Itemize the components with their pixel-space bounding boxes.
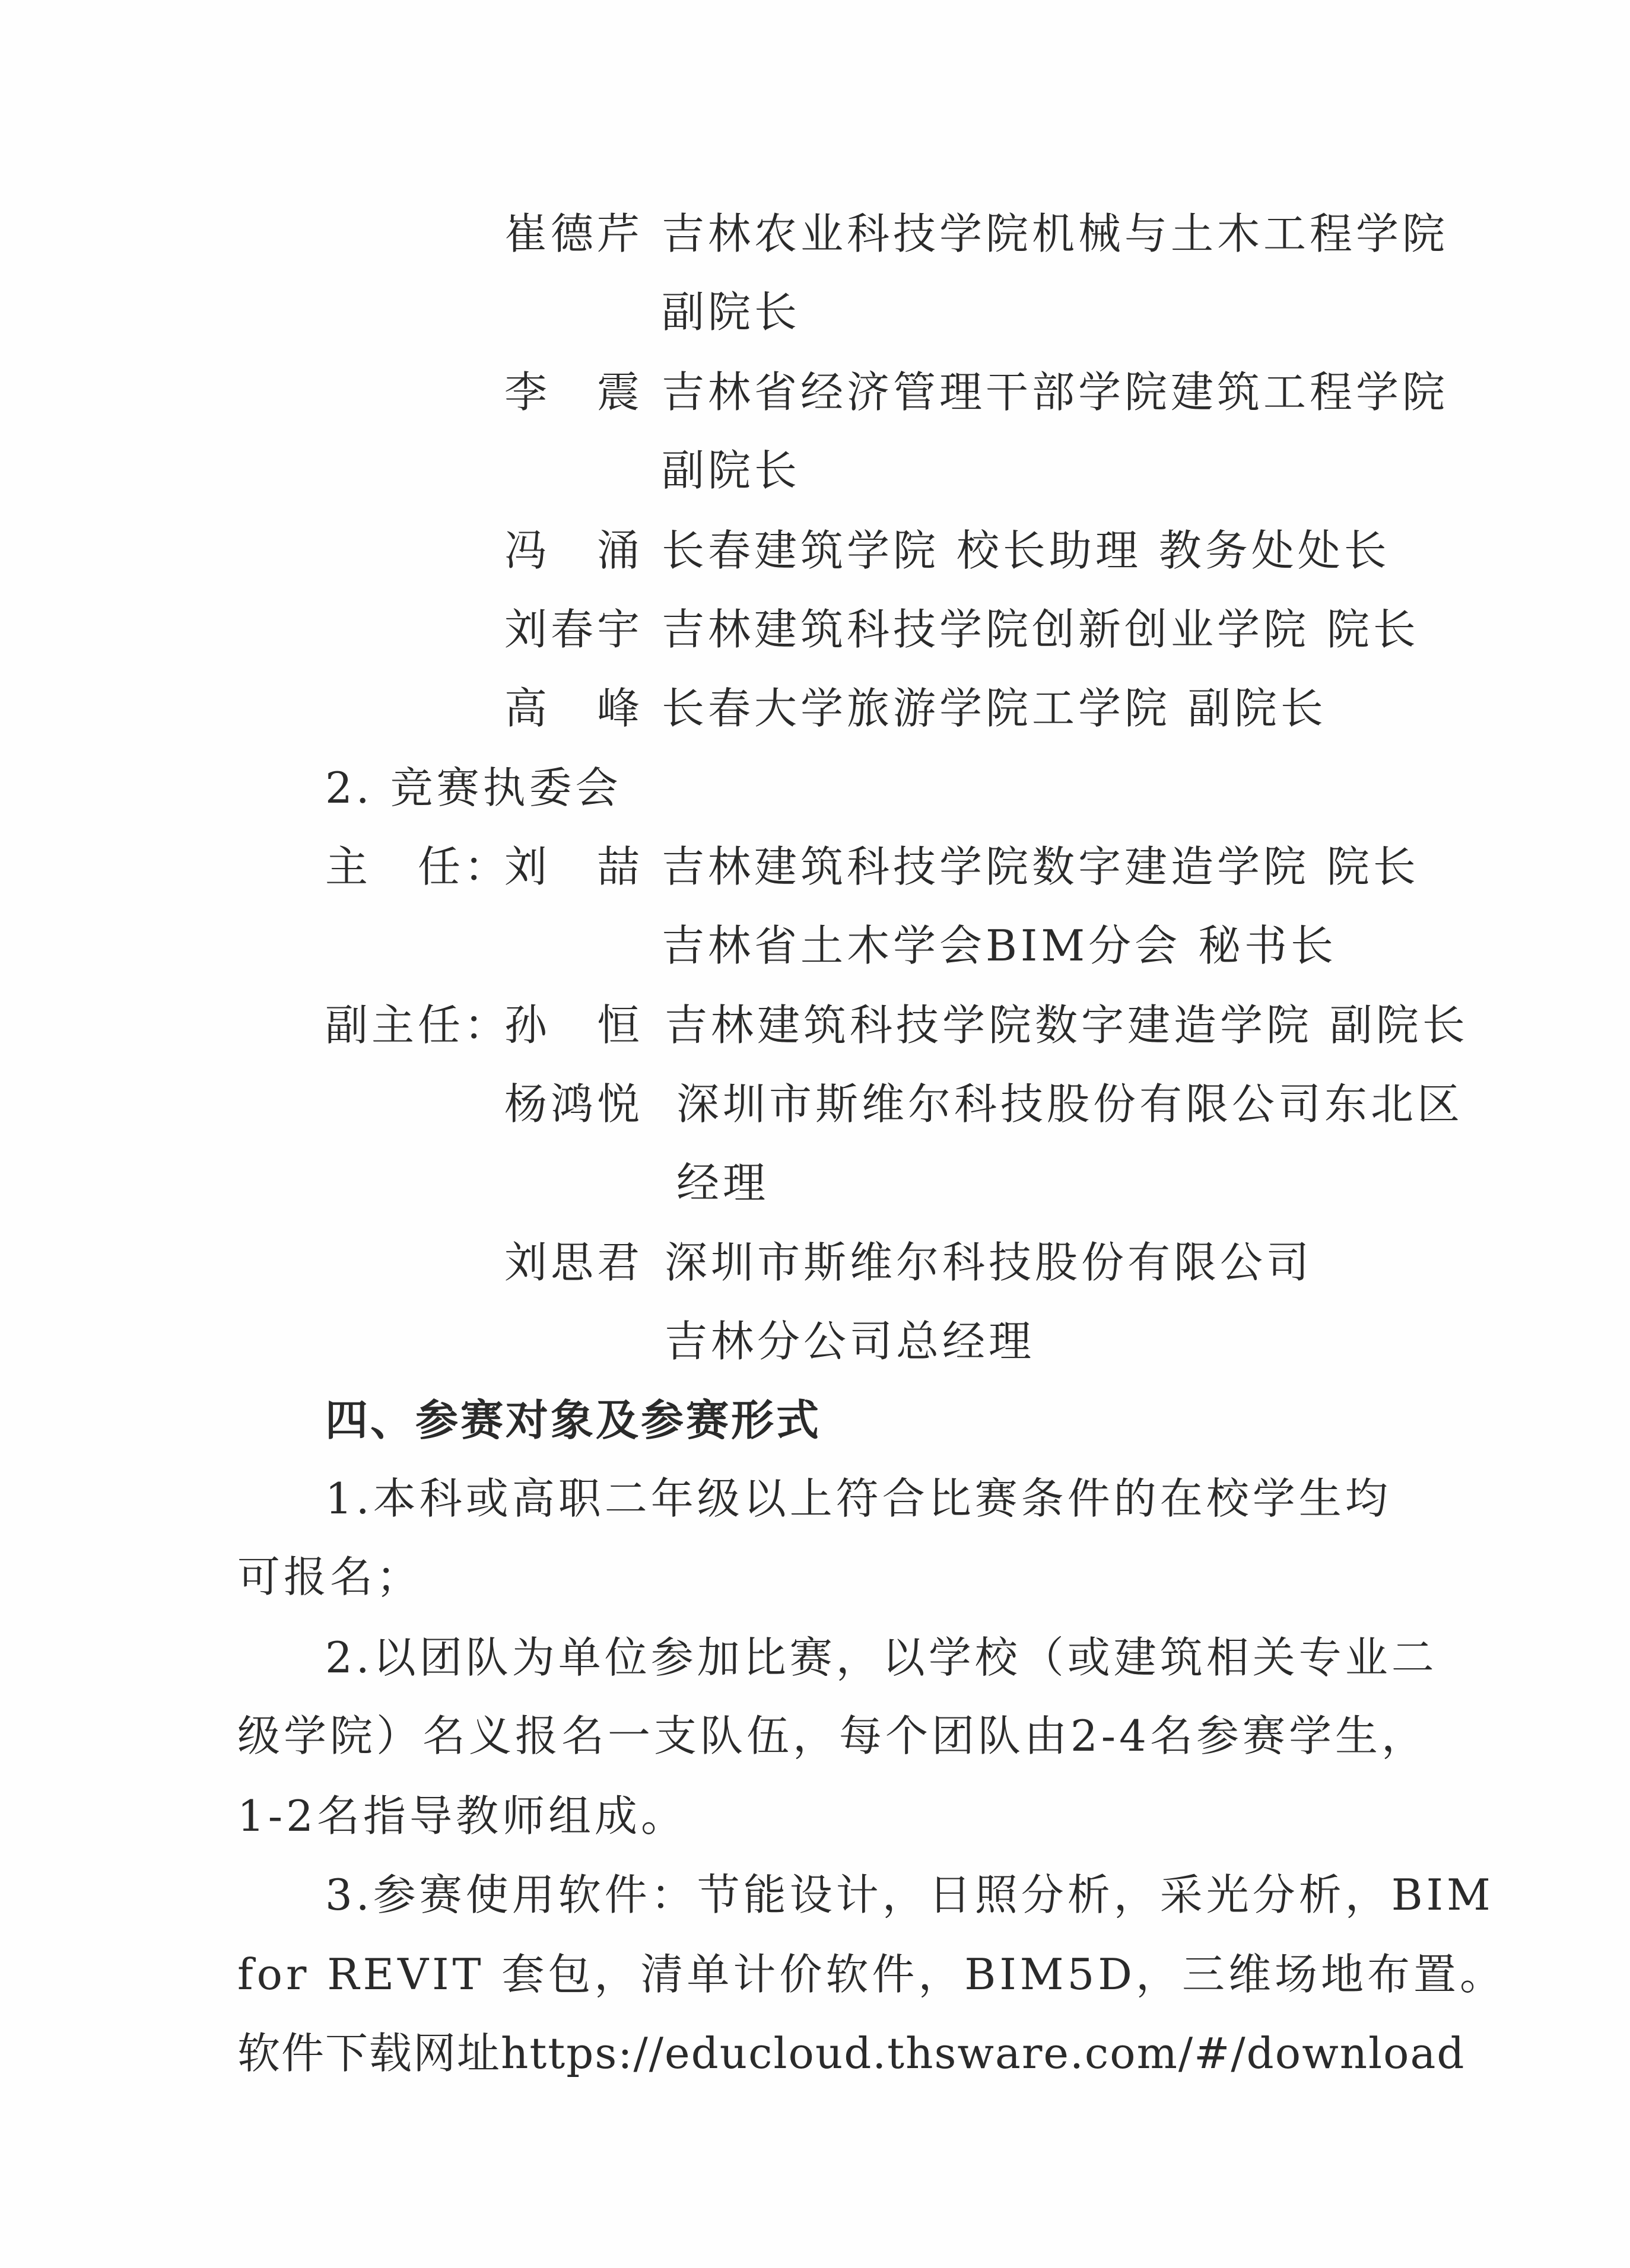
member-name: 崔德芹 [504, 209, 644, 259]
member-affiliation: 长春建筑学院 校长助理 教务处处长 [662, 526, 1390, 575]
member-affiliation: 吉林建筑科技学院数字建造学院 院长 [662, 842, 1419, 892]
member-name: 孙 恒 [504, 1000, 644, 1050]
paragraph-line: for REVIT 套包，清单计价软件，BIM5D，三维场地布置。 [237, 1949, 1507, 1999]
paragraph-line: 2.以团队为单位参加比赛，以学校（或建筑相关专业二 [325, 1633, 1438, 1682]
member-affiliation: 吉林农业科技学院机械与土木工程学院 [662, 209, 1449, 259]
member-name: 杨鸿悦 [504, 1079, 644, 1129]
member-name: 刘思君 [504, 1238, 644, 1287]
member-name: 李 震 [504, 367, 644, 417]
member-affiliation: 吉林省经济管理干部学院建筑工程学院 [662, 367, 1449, 417]
role-label: 主 任： [325, 842, 511, 892]
member-title: 副院长 [662, 446, 801, 495]
member-name: 冯 涌 [504, 526, 644, 575]
member-title: 吉林分公司总经理 [665, 1316, 1035, 1366]
role-label: 副主任： [325, 1000, 511, 1050]
paragraph-line: 软件下载网址https://educloud.thsware.com/#/download [237, 2028, 1466, 2078]
paragraph-line: 1-2名指导教师组成。 [237, 1791, 687, 1841]
section-heading: 四、参赛对象及参赛形式 [325, 1395, 822, 1445]
member-title: 吉林省土木学会BIM分会 秘书长 [662, 921, 1337, 971]
member-title: 副院长 [662, 287, 801, 337]
paragraph-line: 级学院）名义报名一支队伍，每个团队由2-4名参赛学生， [237, 1711, 1428, 1761]
member-affiliation: 深圳市斯维尔科技股份有限公司 [665, 1238, 1313, 1287]
paragraph-line: 可报名； [237, 1552, 423, 1602]
paragraph-line: 3.参赛使用软件：节能设计，日照分析，采光分析，BIM [325, 1870, 1494, 1920]
member-affiliation: 长春大学旅游学院工学院 副院长 [662, 683, 1327, 733]
paragraph-line: 1.本科或高职二年级以上符合比赛条件的在校学生均 [325, 1474, 1391, 1523]
member-affiliation: 吉林建筑科技学院创新创业学院 院长 [662, 605, 1419, 654]
member-affiliation: 深圳市斯维尔科技股份有限公司东北区 [676, 1079, 1464, 1129]
member-title: 经理 [676, 1158, 770, 1208]
member-name: 刘 喆 [504, 842, 644, 892]
member-name: 刘春宇 [504, 605, 644, 654]
section-subheading: 2. 竞赛执委会 [325, 763, 622, 813]
member-name: 高 峰 [504, 683, 644, 733]
member-affiliation: 吉林建筑科技学院数字建造学院 副院长 [665, 1000, 1469, 1050]
